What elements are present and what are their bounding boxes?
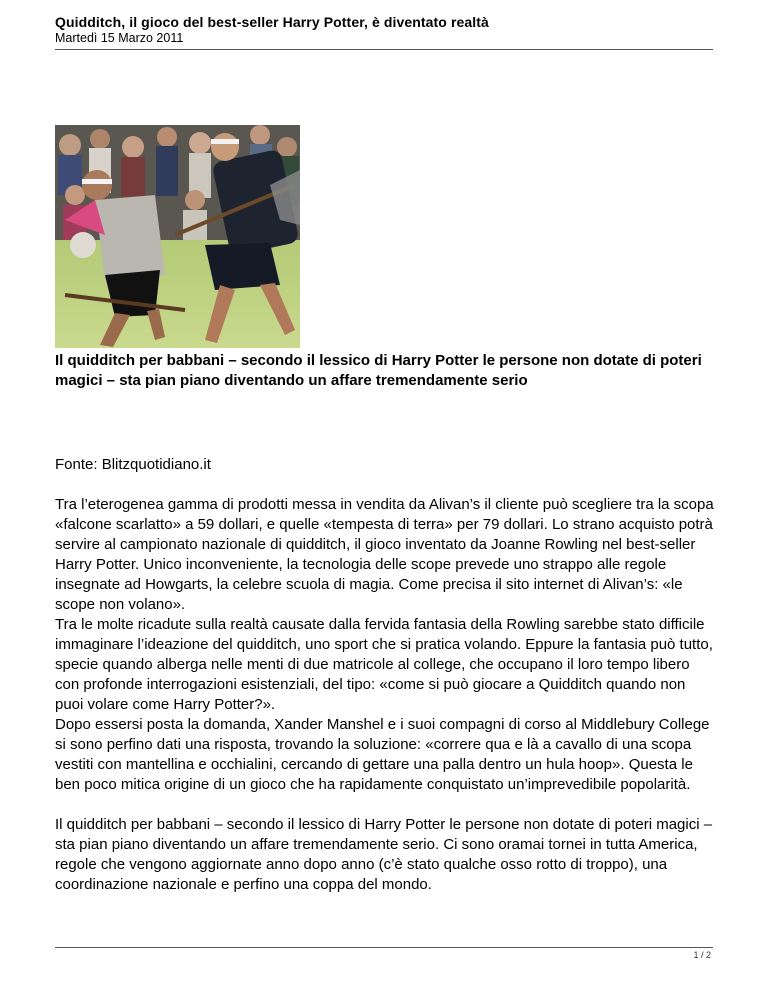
header-divider (55, 49, 713, 50)
article-paragraph: Tra le molte ricadute sulla realtà causate dalla fervida fantasia della Rowling sarebbe stato difficile immaginare l’ideazione del quidditch, uno sport che si pratica volando. Eppure la fantasia può tutto, specie quando alberga nelle menti di due matricole al college, che occupano il loro tempo libero con profonde interrogazioni esistenziali, del tipo: «come si può giocare a Quidditch quando non puoi volare come Harry Potter?». (55, 616, 713, 713)
article-photo (55, 125, 300, 348)
article-paragraph: Tra l’eterogenea gamma di prodotti messa in vendita da Alivan’s il cliente può scegliere tra la scopa «falcone scarlatto» a 59 dollari, e quelle «tempesta di terra» per 79 dollari. Lo strano acquisto potrà servire al campionato nazionale di quidditch, il gioco inventato da Joanne Rowling nel best-seller Harry Potter. Unico inconveniente, la tecnologia delle scope prevede uno strappo alle regole insegnate ad Howgarts, la celebre scuola di magia. Come precisa il sito internet di Alivan’s: «le scope non volano». (55, 496, 714, 613)
page-number: 1 / 2 (693, 950, 711, 960)
publication-date: Martedì 15 Marzo 2011 (55, 31, 184, 45)
page-title: Quidditch, il gioco del best-seller Harry Potter, è diventato realtà (55, 14, 489, 30)
article-paragraph: Il quidditch per babbani – secondo il lessico di Harry Potter le persone non dotate di poteri magici – sta pian piano diventando un affare tremendamente serio. Ci sono oramai tornei in tutta America, regole che vengono aggiornate anno dopo anno (c’è stato qualche osso rotto di troppo), una coordinazione nazionale e perfino una coppa del mondo. (55, 816, 713, 893)
photo-caption: Il quidditch per babbani – secondo il lessico di Harry Potter le persone non dotate di poteri magici – sta pian piano diventando un affare tremendamente serio (55, 352, 702, 389)
article-source: Fonte: Blitzquotidiano.it (55, 456, 211, 473)
article-paragraph: Dopo essersi posta la domanda, Xander Manshel e i suoi compagni di corso al Middlebury College si sono perfino dati una risposta, trovando la soluzione: «correre qua e là a cavallo di una scopa vestiti con mantellina e occhialini, cercando di gettare una palla dentro un hula hoop». Questa le ben poco mitica origine di un gioco che ha rapidamente conquistato un’imprevedibile popolarità. (55, 716, 710, 793)
footer-divider (55, 947, 713, 948)
